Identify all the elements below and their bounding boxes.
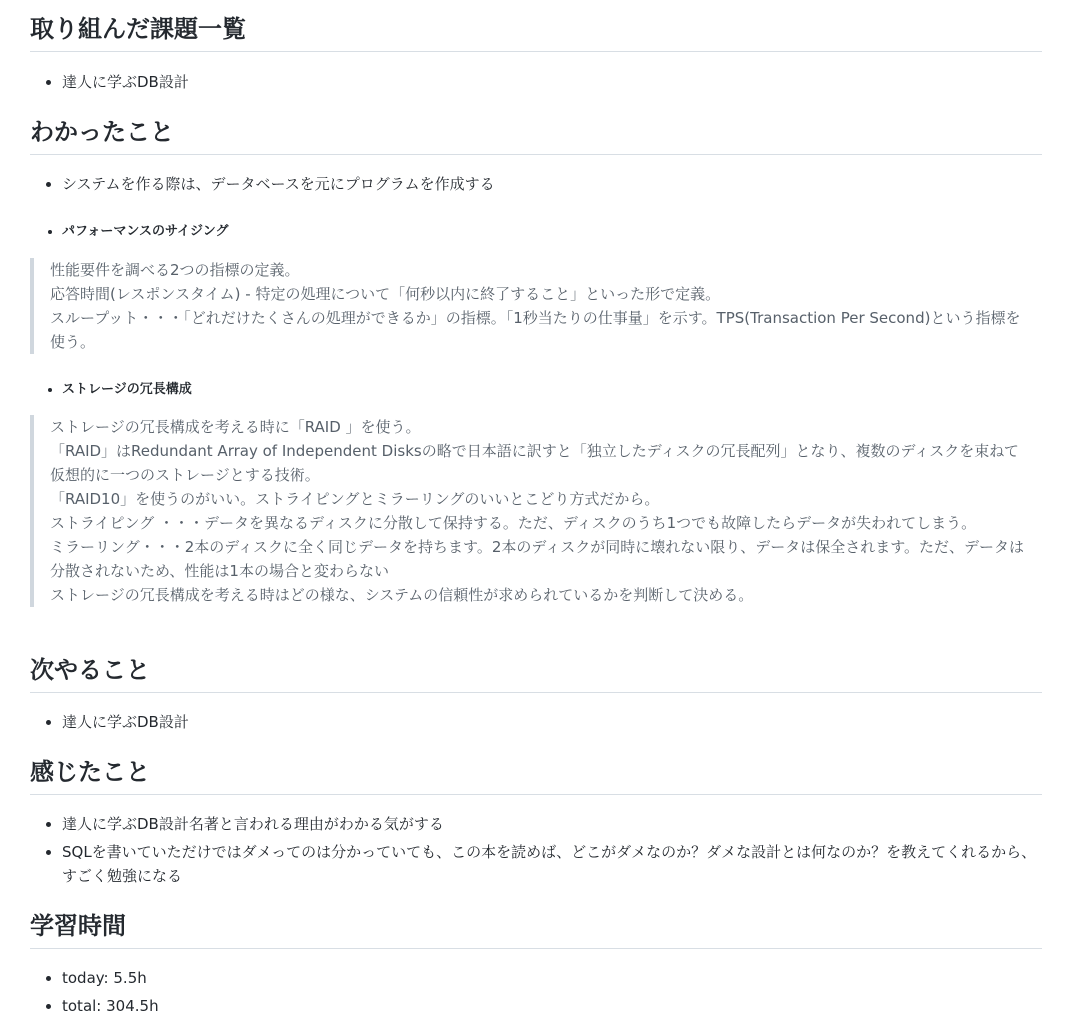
quote-line: ストレージの冗長構成を考える時に「RAID 」を使う。: [50, 418, 421, 436]
quote-line: ストレージの冗長構成を考える時はどの様な、システムの信頼性が求められているかを判断して決める。: [50, 586, 754, 604]
list-item-today: • today: 5.5h: [62, 966, 1042, 990]
quote-storage: [30, 415, 1030, 607]
quote-storage-wrap: [30, 415, 1042, 607]
section-impressions: [30, 757, 1042, 795]
list-item: • 達人に学ぶDB設計名著と言われる理由がわかる気がする: [62, 812, 1042, 836]
heading-learned: わかったこと: [30, 117, 1042, 155]
quote-line: スループット・・・「どれだけたくさんの処理ができるか」の指標。「1秒当たりの仕事量」を示す。TPS(Transaction Per Second)という指標を使う。: [50, 309, 1021, 351]
quote-performance-wrap: [30, 258, 1042, 354]
quote-line: 応答時間(レスポンスタイム) - 特定の処理について「何秒以内に終了すること」といった形で定義。: [50, 285, 721, 303]
impressions-list: [30, 812, 1042, 888]
section-tasks: [30, 14, 1042, 52]
list-item-total: • total: 304.5h: [62, 994, 1042, 1018]
tasks-list-wrap: [30, 70, 1042, 94]
learned-list: [30, 172, 1042, 196]
quote-line: 「RAID」はRedundant Array of Independent Disksの略で日本語に訳すと「独立したディスクの冗長配列」となり、複数のディスクを束ねて仮想的に一つのストレージとする技術。: [50, 442, 1019, 484]
section-study-time: [30, 911, 1042, 949]
section-next: [30, 655, 1042, 693]
heading-impressions: 感じたこと: [30, 757, 1042, 795]
subsection-performance: [30, 222, 1042, 242]
study-time-list: [30, 966, 1042, 1018]
subsection-storage: [30, 380, 1042, 400]
impressions-list-wrap: [30, 812, 1042, 892]
learned-list-wrap: [30, 172, 1042, 196]
list-item: • SQLを書いていただけではダメってのは分かっていても、この本を読めば、どこがダメなのか？ダメな設計とは何なのか？を教えてくれるから、すごく勉強になる: [62, 840, 1042, 888]
subheading-storage: • ストレージの冗長構成: [62, 380, 1042, 400]
quote-line: ストライピング ・・・データを異なるディスクに分散して保持する。ただ、ディスクのうち1つでも故障したらデータが失われてしまう。: [50, 514, 977, 532]
subheading-list: [30, 222, 1042, 242]
list-item: • 達人に学ぶDB設計: [62, 70, 1042, 94]
next-list-wrap: [30, 710, 1042, 734]
list-item: • システムを作る際は、データベースを元にプログラムを作成する: [62, 172, 1042, 196]
quote-performance: [30, 258, 1030, 354]
quote-line: 「RAID10」を使うのがいい。ストライピングとミラーリングのいいとこどり方式だから。: [50, 490, 660, 508]
quote-line: 性能要件を調べる2つの指標の定義。: [50, 261, 300, 279]
section-learned: [30, 117, 1042, 155]
tasks-list: [30, 70, 1042, 94]
next-list: [30, 710, 1042, 734]
heading-tasks: 取り組んだ課題一覧: [30, 14, 1042, 52]
subheading-list: [30, 380, 1042, 400]
list-item: • 達人に学ぶDB設計: [62, 710, 1042, 734]
quote-line: ミラーリング・・・2本のディスクに全く同じデータを持ちます。2本のディスクが同時に壊れない限り、データは保全されます。ただ、データは分散されないため、性能は1本の場合と変わらない: [50, 538, 1024, 580]
subheading-performance: • パフォーマンスのサイジング: [62, 222, 1042, 242]
heading-study-time: 学習時間: [30, 911, 1042, 949]
heading-next: 次やること: [30, 655, 1042, 693]
